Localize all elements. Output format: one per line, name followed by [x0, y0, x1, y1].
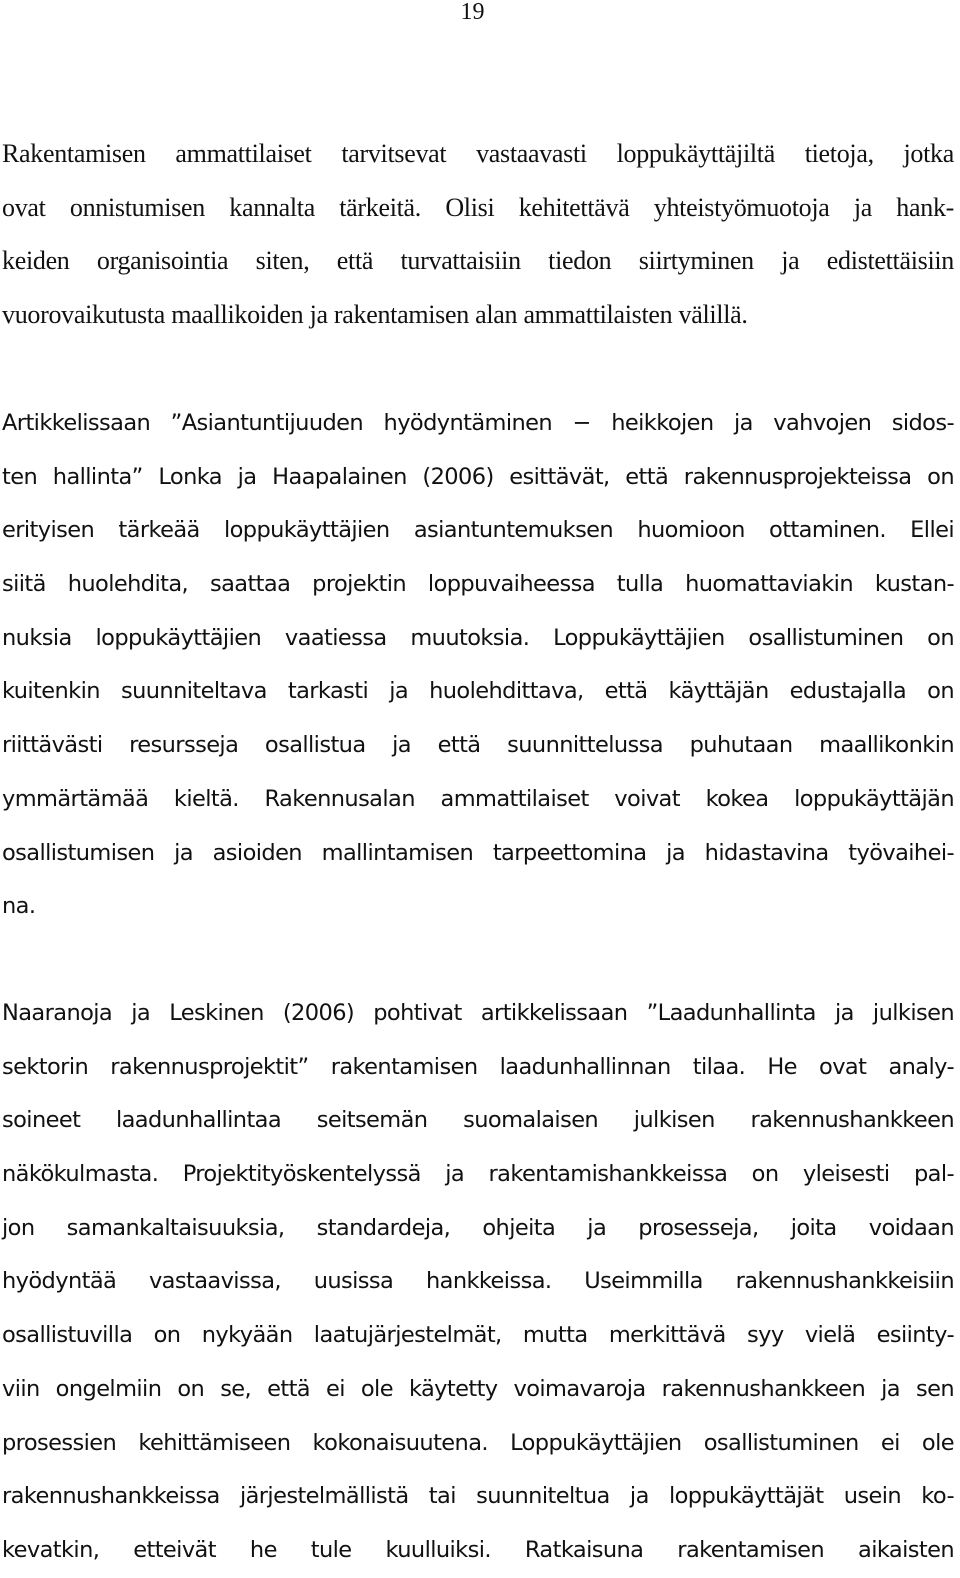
- text-line: osallistuvilla on nykyään laatujärjestelmät, mutta merkittävä syy vielä esiinty-: [2, 1322, 954, 1349]
- text-line: sektorin rakennusprojektit” rakentamisen laadunhallinnan tilaa. He ovat analy-: [2, 1053, 954, 1080]
- text-line: kuitenkin suunniteltava tarkasti ja huolehdittava, että käyttäjän edustajalla on: [2, 678, 954, 705]
- text-line: riittävästi resursseja osallistua ja että suunnittelussa puhutaan maallikonkin: [2, 732, 954, 759]
- text-line: ymmärtämää kieltä. Rakennusalan ammattilaiset voivat kokea loppukäyttäjän: [2, 785, 954, 812]
- text-line: osallistumisen ja asioiden mallintamisen tarpeettomina ja hidastavina työvaihei-: [2, 839, 954, 866]
- paragraph-naaranoja-leskinen: [2, 987, 954, 1578]
- text-line: Artikkelissaan ”Asiantuntijuuden hyödyntäminen − heikkojen ja vahvojen sidos-: [2, 410, 954, 436]
- text-line: soineet laadunhallintaa seitsemän suomalaisen julkisen rakennushankkeen: [2, 1107, 954, 1134]
- text-line: hyödyntää vastaavissa, uusissa hankkeissa. Useimmilla rakennushankkeisiin: [2, 1268, 954, 1295]
- text-line: siitä huolehdita, saattaa projektin loppuvaiheessa tulla huomattaviakin kustan-: [2, 571, 954, 598]
- page-number: 19: [460, 0, 485, 25]
- text-line: jon samankaltaisuuksia, standardeja, ohjeita ja prosesseja, joita voidaan: [2, 1214, 954, 1241]
- text-line: Naaranoja ja Leskinen (2006) pohtivat artikkelissaan ”Laadunhallinta ja julkisen: [2, 1000, 954, 1026]
- text-line: kevatkin, etteivät he tule kuulluiksi. Ratkaisuna rakentamisen aikaisten: [2, 1536, 954, 1563]
- text-line: erityisen tärkeää loppukäyttäjien asiantuntemuksen huomioon ottaminen. Ellei: [2, 517, 954, 544]
- text-line: näkökulmasta. Projektityöskentelyssä ja rakentamishankkeissa on yleisesti pal-: [2, 1161, 954, 1188]
- text-line: Rakentamisen ammattilaiset tarvitsevat vastaavasti loppukäyttäjiltä tietoja, jotka: [2, 139, 954, 168]
- text-line: na.: [2, 893, 36, 920]
- text-line: keiden organisointia siten, että turvattaisiin tiedon siirtyminen ja edistettäisiin: [2, 246, 954, 276]
- text-line: viin ongelmiin on se, että ei ole käytetty voimavaroja rakennushankkeen ja sen: [2, 1375, 954, 1402]
- text-line: prosessien kehittämiseen kokonaisuutena. Loppukäyttäjien osallistuminen ei ole: [2, 1429, 954, 1456]
- text-line: ovat onnistumisen kannalta tärkeitä. Olisi kehitettävä yhteistyömuotoja ja hank-: [2, 192, 954, 222]
- text-line: nuksia loppukäyttäjien vaatiessa muutoksia. Loppukäyttäjien osallistuminen on: [2, 624, 954, 651]
- text-line: ten hallinta” Lonka ja Haapalainen (2006) esittävät, että rakennusprojekteissa on: [2, 463, 954, 490]
- paragraph-professionals-need-info: [2, 127, 954, 342]
- text-line: vuorovaikutusta maallikoiden ja rakentamisen alan ammattilaisten välillä.: [2, 300, 748, 330]
- text-line: rakennushankkeissa järjestelmällistä tai suunniteltua ja loppukäyttäjät usein ko-: [2, 1483, 954, 1510]
- paragraph-lonka-haapalainen: [2, 397, 954, 934]
